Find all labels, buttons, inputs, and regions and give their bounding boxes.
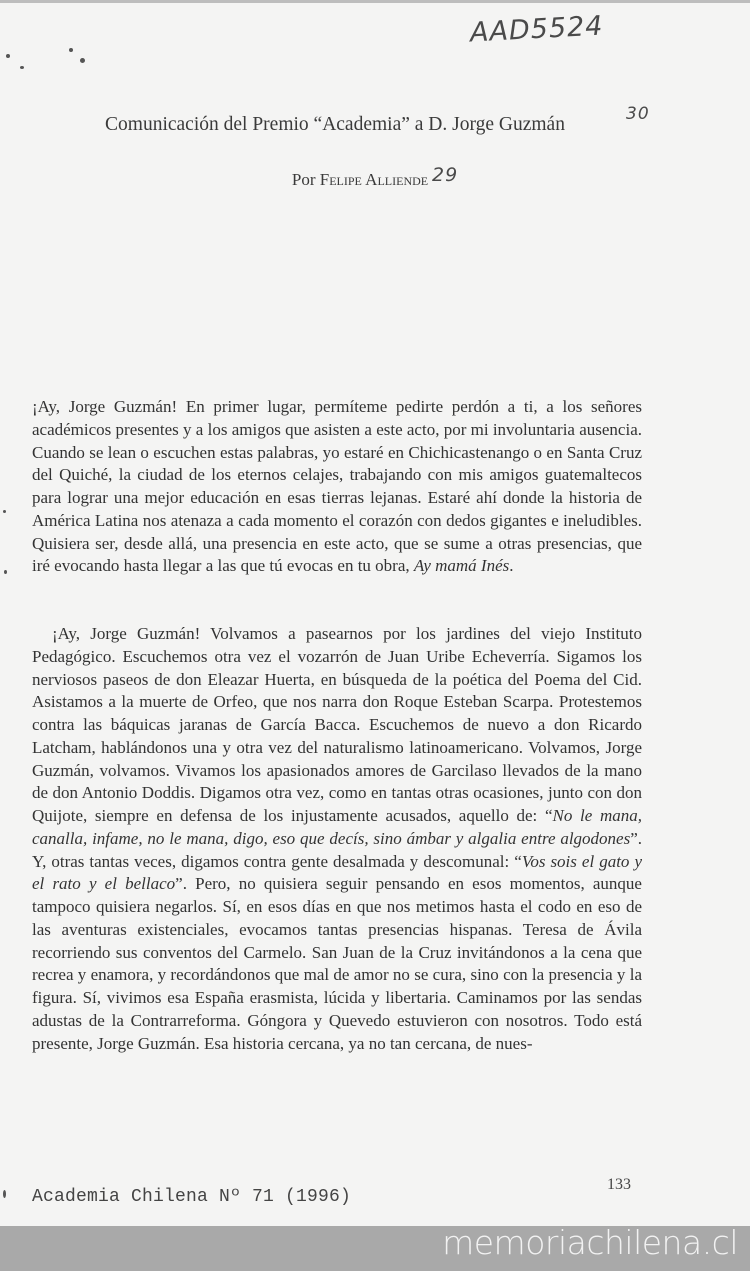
italic-quote: No le mana, canalla, infame, no le mana, digo, eso que decís, sino ámbar y algalia entre algodones (32, 806, 642, 848)
scan-speck (3, 1190, 6, 1198)
article-body (32, 396, 642, 1055)
site-watermark-link[interactable]: memoriachilena.cl (442, 1223, 738, 1262)
scan-speck (4, 570, 7, 574)
scan-speck (69, 48, 73, 52)
byline (0, 170, 720, 190)
italic-quote: Vos sois el gato y el rato y el bellaco (32, 851, 642, 894)
text-run: ”. Pero, no quisiera seguir pensando en esos momentos, aunque tampoco quisiera negarlos. Sí, en esos días en que nos metimos hasta el codo en eso de las aventuras existenciales, evocamos tantas presencias hispanas. Teresa de Ávila recorriendo sus conventos del Carmelo. San Juan de la Cruz invitándonos a la cena que recrea y enamora, y recordándonos que mal de amor no se cura, sino con la presencia y la figura. Sí, vivimos esa España erasmista, lúcida y libertaria. Caminamos por las sendas adustas de la Contrarreforma. Góngora y Quevedo estuvieron con nosotros. Todo está presente, Jorge Guzmán. Esa historia cercana, ya no tan cercana, de nues- (32, 874, 642, 1053)
page-top-border (0, 0, 750, 3)
journal-citation: Academia Chilena Nº 71 (1996) (32, 1187, 352, 1207)
text-run: ”. Y, otras tantas veces, digamos contra gente desalmada y descomunal: “ (32, 828, 642, 871)
paragraph (32, 396, 642, 623)
scan-speck (20, 66, 24, 69)
handwritten-catalog-number: AAD5524 (469, 10, 605, 49)
text-run: ¡Ay, Jorge Guzmán! En primer lugar, permíteme pedirte perdón a ti, a los señores académicos presentes y a los amigos que asisten a este acto, por mi involuntaria ausencia. Cuando se lean o escuchen estas palabras, yo estaré en Chichicastenango o en Santa Cruz del Quiché, la ciudad de los eternos celajes, trabajando con mis amigos guatemaltecos para lograr una mejor educación en esas tierras lejanas. Estaré ahí donde la historia de América Latina nos atenaza a cada momento el corazón con dedos gigantes e ineludibles. Quisiera ser, desde allá, una presencia en este acto, que se sume a otras presencias, que iré evocando hasta llegar a las que tú evocas en tu obra, (32, 397, 642, 576)
scan-speck (6, 54, 10, 58)
author-name: Felipe Alliende (319, 170, 429, 189)
handwritten-margin-number: 30 (626, 104, 650, 124)
handwritten-byline-number: 29 (432, 164, 459, 186)
article-title: Comunicación del Premio “Academia” a D. Jorge Guzmán (105, 114, 565, 135)
page-number: 133 (607, 1176, 631, 1193)
italic-quote: Ay mamá Inés (413, 556, 510, 576)
scan-speck (80, 58, 85, 63)
scan-speck (3, 510, 6, 513)
paragraph (32, 623, 642, 1055)
text-run: . (509, 556, 514, 576)
text-run: ¡Ay, Jorge Guzmán! Volvamos a pasearnos por los jardines del viejo Instituto Pedagógico. Escuchemos otra vez el vozarrón de Juan Uribe Echeverría. Sigamos los nerviosos paseos de don Eleazar Huerta, en búsqueda de la poética del Poema del Cid. Asistamos a la muerte de Orfeo, que nos narra don Roque Esteban Scarpa. Protestemos contra las báquicas jaranas de García Bacca. Escuchemos de nuevo a don Ricardo Latcham, hablándonos una y otra vez del naturalismo latinoamericano. Volvamos, Jorge Guzmán, volvamos. Vivamos los apasionados amores de Garcilaso llevados de la mano de don Antonio Doddis. Digamos otra vez, como en tantas otras ocasiones, junto con don Quijote, siempre en defensa de los injustamente acusados, aquello de: “ (32, 624, 642, 825)
byline-prefix: Por (291, 170, 316, 189)
